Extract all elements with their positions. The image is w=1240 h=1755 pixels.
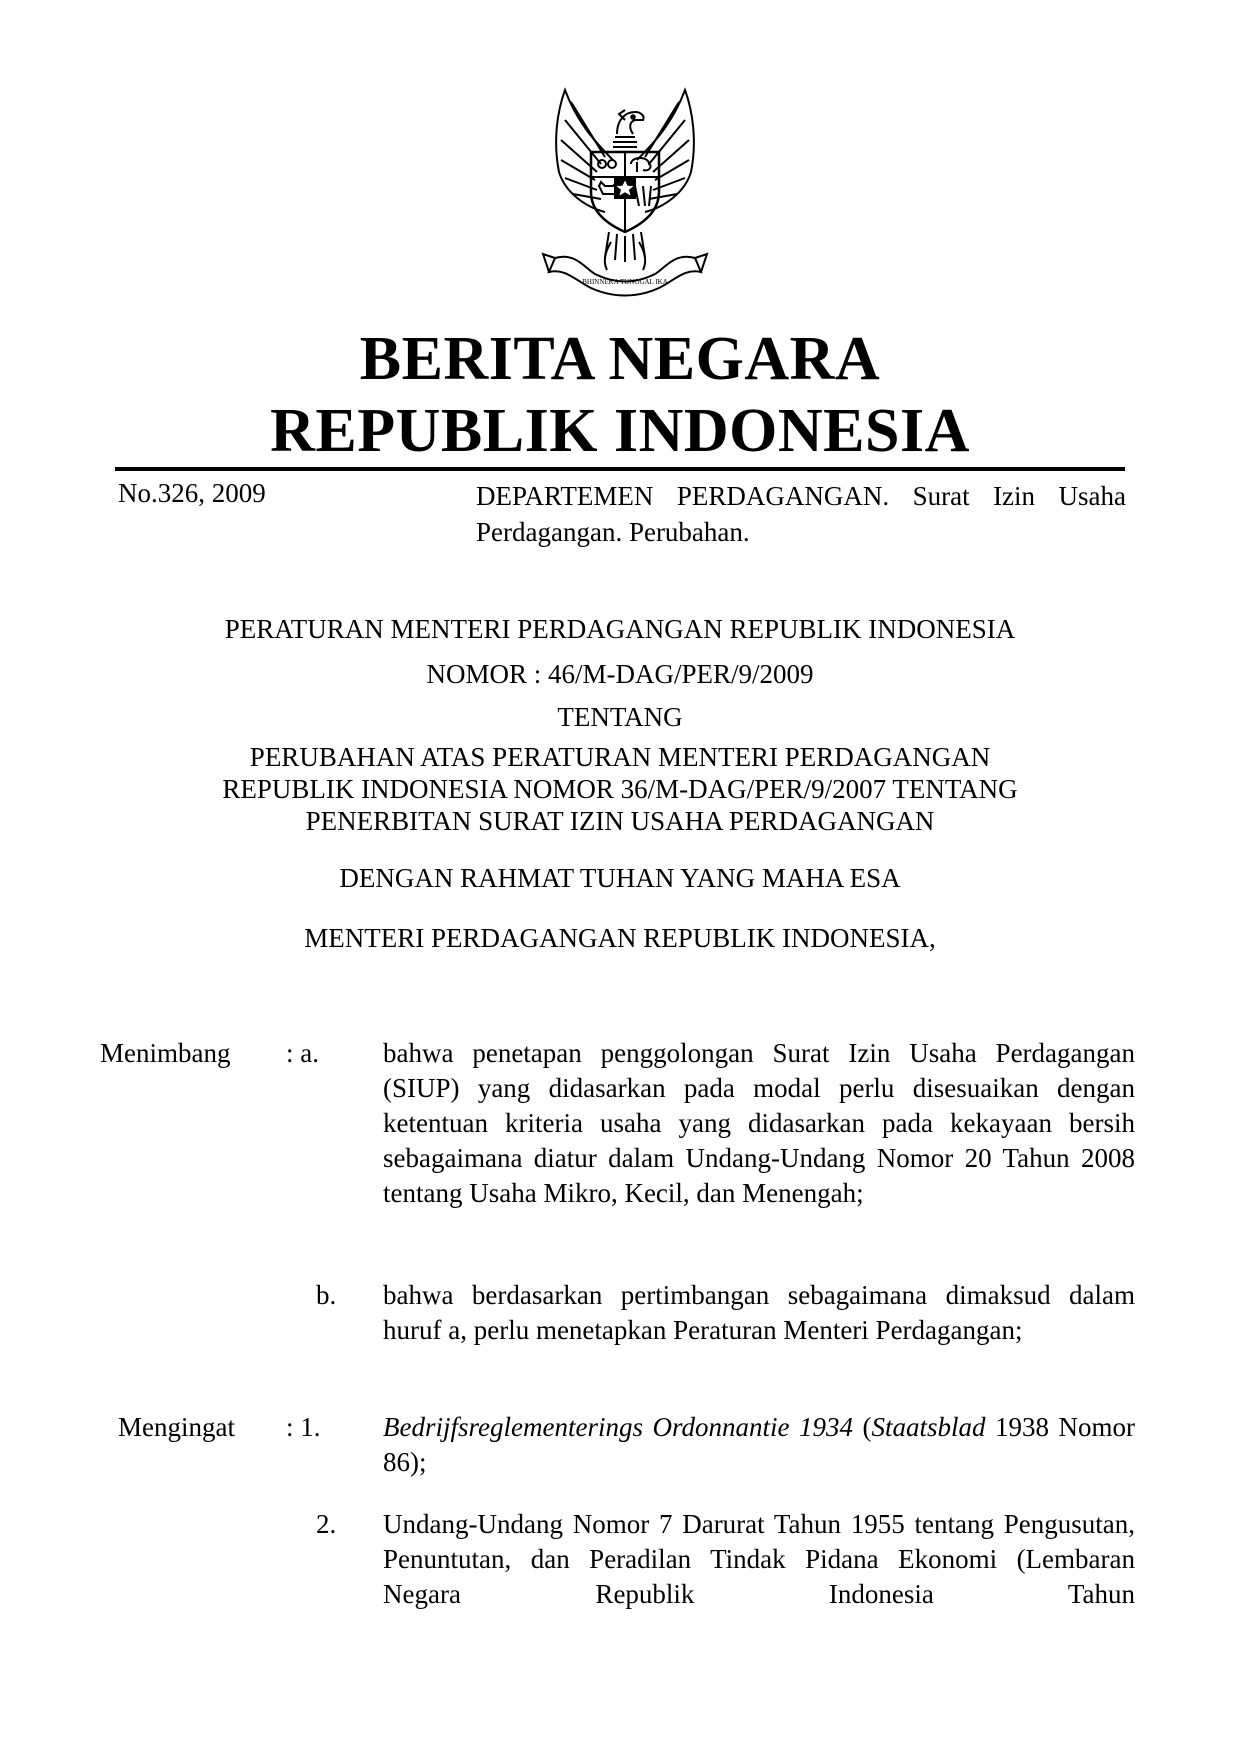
regulation-title: PERATURAN MENTERI PERDAGANGAN REPUBLIK INDONESIA xyxy=(224,614,1016,644)
regulation-subject-line: PERUBAHAN ATAS PERATURAN MENTERI PERDAGANGAN xyxy=(249,742,991,772)
menimbang-marker-b: b. xyxy=(316,1280,337,1310)
menimbang-text-b: bahwa berdasarkan pertimbangan sebagaimana dimaksud dalam huruf a, perlu menetapkan Peraturan Menteri Perdagangan; xyxy=(383,1280,1135,1345)
mengingat-marker-1: : 1. xyxy=(286,1412,321,1442)
regulation-number: NOMOR : 46/M-DAG/PER/9/2009 xyxy=(426,659,814,689)
regulation-tentang: TENTANG xyxy=(557,702,683,732)
mengingat-text-1-italic1: Bedrijfsreglementerings Ordonnantie 1934 xyxy=(383,1412,853,1442)
mengingat-text-1-paren: ( xyxy=(852,1412,872,1442)
menimbang-item-b xyxy=(0,1278,1240,1388)
mengingat-item-2 xyxy=(0,1507,1240,1617)
mengingat-label: Mengingat xyxy=(118,1412,235,1442)
mengingat-marker-2: 2. xyxy=(316,1509,337,1539)
menimbang-marker-a: : a. xyxy=(286,1038,319,1068)
issue-subject: DEPARTEMEN PERDAGANGAN. Surat Izin Usaha Perdagangan. Perubahan. xyxy=(476,481,1126,547)
regulation-subject xyxy=(0,741,1240,837)
mengingat-item-1 xyxy=(0,1410,1240,1482)
mengingat-text-1 xyxy=(383,1410,1135,1480)
issue-number: No.326, 2009 xyxy=(118,478,266,508)
masthead-divider xyxy=(115,467,1125,471)
menimbang-item-a xyxy=(0,1036,1240,1246)
emblem-motto: BHINNEKA TUNGGAL IKA xyxy=(582,278,668,286)
garuda-emblem-icon xyxy=(525,82,725,302)
regulation-subject-line: PENERBITAN SURAT IZIN USAHA PERDAGANGAN xyxy=(305,806,935,836)
regulation-menteri: MENTERI PERDAGANGAN REPUBLIK INDONESIA, xyxy=(304,923,936,953)
mengingat-text-1-italic2: Staatsblad xyxy=(871,1412,986,1442)
regulation-rahmat: DENGAN RAHMAT TUHAN YANG MAHA ESA xyxy=(339,863,901,893)
mengingat-text-1-rest: 1938 Nomor 86); xyxy=(383,1412,1135,1477)
masthead-title-line1: BERITA NEGARA xyxy=(359,325,881,393)
masthead-title-line2: REPUBLIK INDONESIA xyxy=(270,397,970,465)
regulation-subject-line: REPUBLIK INDONESIA NOMOR 36/M-DAG/PER/9/2007 TENTANG xyxy=(222,774,1018,804)
mengingat-text-2: Undang-Undang Nomor 7 Darurat Tahun 1955 tentang Pengusutan, Penuntutan, dan Peradilan Tindak Pidana Ekonomi (Lembaran Negara Republik Indonesia Tahun xyxy=(383,1509,1135,1609)
menimbang-text-a: bahwa penetapan penggolongan Surat Izin Usaha Perdagangan (SIUP) yang didasarkan pada modal perlu disesuaikan dengan ketentuan kriteria usaha yang didasarkan pada kekayaan bersih sebagaimana diatur dalam Undang-Undang Nomor 20 Tahun 2008 tentang Usaha Mikro, Kecil, dan Menengah; xyxy=(383,1038,1135,1208)
menimbang-label: Menimbang xyxy=(100,1038,231,1068)
